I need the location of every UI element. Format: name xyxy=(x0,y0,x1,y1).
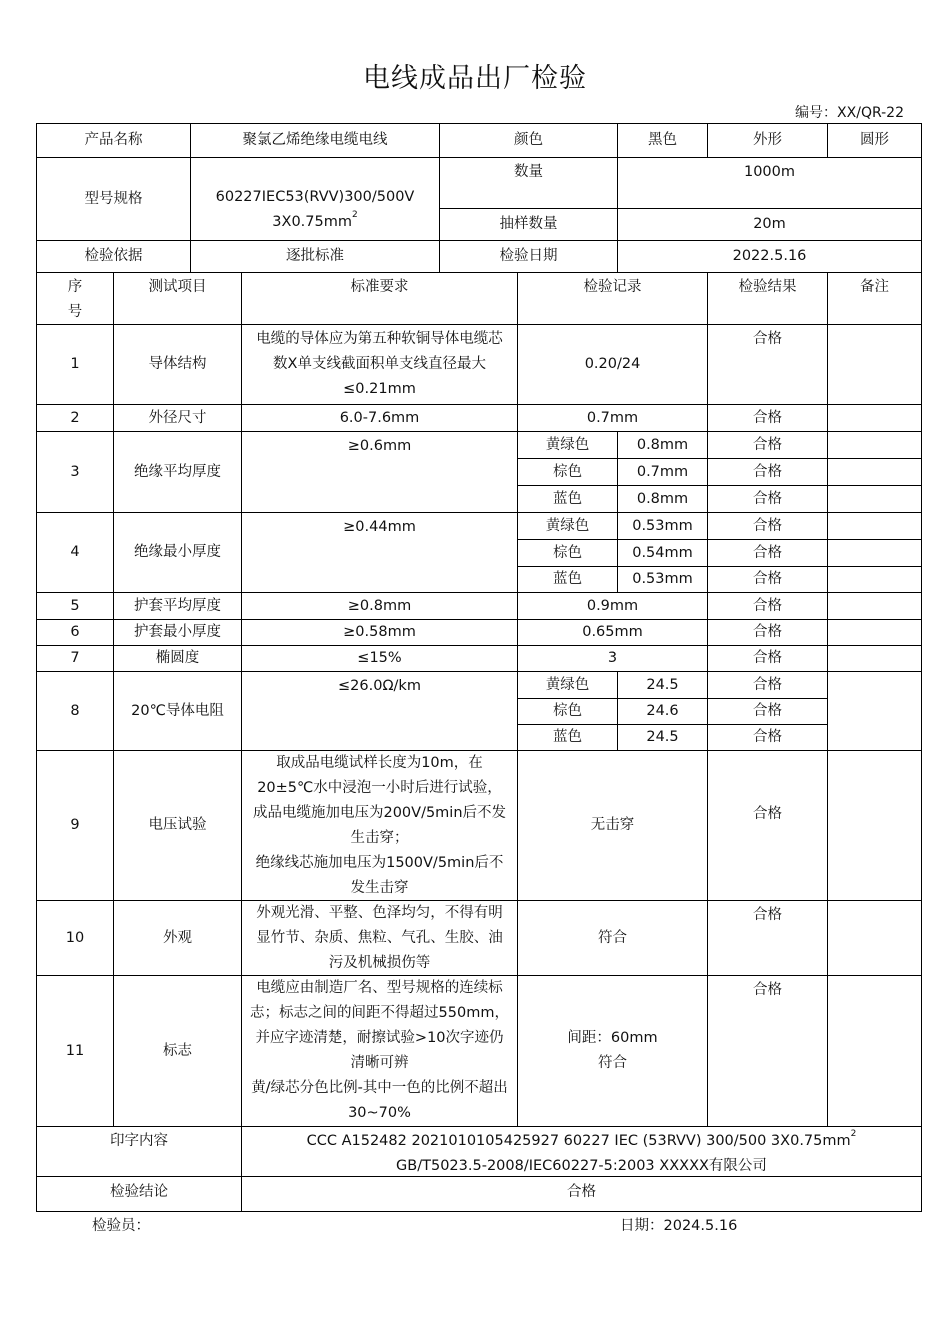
col-record: 检验记录 xyxy=(517,272,708,325)
document-number: 编号：XX/QR-22 xyxy=(795,105,904,121)
print-content xyxy=(241,1126,922,1177)
row2-standard: 6.0-7.6mm xyxy=(241,404,518,432)
model-value xyxy=(190,157,440,241)
row4-color1: 黄绿色 xyxy=(517,512,618,540)
row10-no: 10 xyxy=(36,900,114,976)
row8-result2: 合格 xyxy=(707,698,828,725)
basis-value: 逐批标准 xyxy=(190,240,440,273)
inspector-label: 检验员： xyxy=(92,1218,150,1234)
row9-result: 合格 xyxy=(707,750,828,901)
row1-standard: 电缆的导体应为第五种软铜导体电缆芯数X单支线截面积单支线直径最大≤0.21mm xyxy=(241,324,518,405)
row1-result: 合格 xyxy=(707,324,828,405)
row4-color3: 蓝色 xyxy=(517,566,618,593)
color-value: 黑色 xyxy=(617,123,708,158)
print-line1-sup: 2 xyxy=(850,1129,857,1139)
print-label: 印字内容 xyxy=(36,1126,242,1177)
row8-result3: 合格 xyxy=(707,724,828,751)
row8-value1: 24.5 xyxy=(617,671,708,699)
row8-item: 20℃导体电阻 xyxy=(113,671,242,751)
row4-result2: 合格 xyxy=(707,539,828,567)
row4-value3: 0.53mm xyxy=(617,566,708,593)
row11-remark xyxy=(827,975,922,1127)
row3-result2: 合格 xyxy=(707,458,828,486)
row8-value2: 24.6 xyxy=(617,698,708,725)
col-item: 测试项目 xyxy=(113,272,242,325)
row4-remark1 xyxy=(827,512,922,540)
row11-standard: 电缆应由制造厂名、型号规格的连续标志；标志之间的间距不得超过550mm，并应字迹清楚，耐擦试验>10次字迹仍清晰可辨 黄/绿芯分色比例-其中一色的比例不超出30~70% xyxy=(241,975,518,1127)
page-title: 电线成品出厂检验 xyxy=(363,63,587,94)
shape-value: 圆形 xyxy=(827,123,922,158)
row7-remark xyxy=(827,645,922,672)
row6-result: 合格 xyxy=(707,619,828,646)
row3-remark2 xyxy=(827,458,922,486)
model-label: 型号规格 xyxy=(36,157,191,241)
row7-result: 合格 xyxy=(707,645,828,672)
basis-label: 检验依据 xyxy=(36,240,191,273)
row9-standard: 取成品电缆试样长度为10m，在20±5℃水中浸泡一小时后进行试验，成品电缆施加电压为200V/5min后不发生击穿； 绝缘线芯施加电压为1500V/5min后不发生击穿 xyxy=(241,750,518,901)
row3-result3: 合格 xyxy=(707,485,828,513)
model-line2: 3X0.75mm xyxy=(272,214,352,230)
row11-record: 间距：60mm 符合 xyxy=(517,975,708,1127)
row3-remark3 xyxy=(827,485,922,513)
col-remark: 备注 xyxy=(827,272,922,325)
row9-item: 电压试验 xyxy=(113,750,242,901)
row4-color2: 棕色 xyxy=(517,539,618,567)
conclusion-label: 检验结论 xyxy=(36,1176,242,1212)
row4-value1: 0.53mm xyxy=(617,512,708,540)
row7-standard: ≤15% xyxy=(241,645,518,672)
row9-record: 无击穿 xyxy=(517,750,708,901)
row5-no: 5 xyxy=(36,592,114,620)
row8-color2: 棕色 xyxy=(517,698,618,725)
row6-no: 6 xyxy=(36,619,114,646)
row1-no: 1 xyxy=(36,324,114,405)
shape-label: 外形 xyxy=(707,123,828,158)
row3-color1: 黄绿色 xyxy=(517,431,618,459)
row6-record: 0.65mm xyxy=(517,619,708,646)
row6-remark xyxy=(827,619,922,646)
row11-no: 11 xyxy=(36,975,114,1127)
date-label: 检验日期 xyxy=(439,240,618,273)
model-line2-wrap xyxy=(197,210,433,235)
row3-remark1 xyxy=(827,431,922,459)
row4-remark2 xyxy=(827,539,922,567)
col-result: 检验结果 xyxy=(707,272,828,325)
row2-result: 合格 xyxy=(707,404,828,432)
row9-remark xyxy=(827,750,922,901)
row3-no: 3 xyxy=(36,431,114,513)
row8-standard: ≤26.0Ω/km xyxy=(241,671,518,751)
product-name-value: 聚氯乙烯绝缘电缆电线 xyxy=(190,123,440,158)
row4-item: 绝缘最小厚度 xyxy=(113,512,242,593)
row7-no: 7 xyxy=(36,645,114,672)
print-line1: CCC A152482 2021010105425927 60227 IEC (53RVV) 300/500 3X0.75mm xyxy=(306,1133,851,1149)
row10-remark xyxy=(827,900,922,976)
row8-color1: 黄绿色 xyxy=(517,671,618,699)
row3-value3: 0.8mm xyxy=(617,485,708,513)
color-label: 颜色 xyxy=(439,123,618,158)
product-name-label: 产品名称 xyxy=(36,123,191,158)
row8-color3: 蓝色 xyxy=(517,724,618,751)
qty-value: 1000m xyxy=(617,157,922,209)
conclusion-value: 合格 xyxy=(241,1176,922,1212)
row4-result1: 合格 xyxy=(707,512,828,540)
row3-color3: 蓝色 xyxy=(517,485,618,513)
row2-no: 2 xyxy=(36,404,114,432)
row3-item: 绝缘平均厚度 xyxy=(113,431,242,513)
row5-result: 合格 xyxy=(707,592,828,620)
row5-standard: ≥0.8mm xyxy=(241,592,518,620)
row3-value2: 0.7mm xyxy=(617,458,708,486)
row6-standard: ≥0.58mm xyxy=(241,619,518,646)
row7-item: 椭圆度 xyxy=(113,645,242,672)
row7-record: 3 xyxy=(517,645,708,672)
row1-record: 0.20/24 xyxy=(517,324,708,405)
row5-remark xyxy=(827,592,922,620)
row10-item: 外观 xyxy=(113,900,242,976)
qty-label: 数量 xyxy=(439,157,618,209)
row8-no: 8 xyxy=(36,671,114,751)
row4-value2: 0.54mm xyxy=(617,539,708,567)
print-line1-wrap xyxy=(248,1129,915,1154)
row11-result: 合格 xyxy=(707,975,828,1127)
row10-record: 符合 xyxy=(517,900,708,976)
row8-value3: 24.5 xyxy=(617,724,708,751)
row3-value1: 0.8mm xyxy=(617,431,708,459)
sample-value: 20m xyxy=(617,208,922,241)
row11-item: 标志 xyxy=(113,975,242,1127)
row1-remark xyxy=(827,324,922,405)
row4-no: 4 xyxy=(36,512,114,593)
col-standard: 标准要求 xyxy=(241,272,518,325)
row3-standard: ≥0.6mm xyxy=(241,431,518,513)
row4-standard: ≥0.44mm xyxy=(241,512,518,593)
row6-item: 护套最小厚度 xyxy=(113,619,242,646)
row1-item: 导体结构 xyxy=(113,324,242,405)
row3-result1: 合格 xyxy=(707,431,828,459)
row2-remark xyxy=(827,404,922,432)
footer-date: 日期：2024.5.16 xyxy=(620,1218,738,1234)
row8-remark xyxy=(827,671,922,751)
row2-item: 外径尺寸 xyxy=(113,404,242,432)
date-value: 2022.5.16 xyxy=(617,240,922,273)
row2-record: 0.7mm xyxy=(517,404,708,432)
model-line1: 60227IEC53(RVV)300/500V xyxy=(215,189,415,205)
row5-item: 护套平均厚度 xyxy=(113,592,242,620)
row4-result3: 合格 xyxy=(707,566,828,593)
col-no: 序 号 xyxy=(36,272,114,325)
row8-result1: 合格 xyxy=(707,671,828,699)
row9-no: 9 xyxy=(36,750,114,901)
model-sup: 2 xyxy=(351,210,358,220)
row10-standard: 外观光滑、平整、色泽均匀，不得有明显竹节、杂质、焦粒、气孔、生胶、油污及机械损伤等 xyxy=(241,900,518,976)
row5-record: 0.9mm xyxy=(517,592,708,620)
sample-label: 抽样数量 xyxy=(439,208,618,241)
row10-result: 合格 xyxy=(707,900,828,976)
row3-color2: 棕色 xyxy=(517,458,618,486)
row4-remark3 xyxy=(827,566,922,593)
print-line2: GB/T5023.5-2008/IEC60227-5:2003 XXXXX有限公司 xyxy=(396,1158,767,1174)
